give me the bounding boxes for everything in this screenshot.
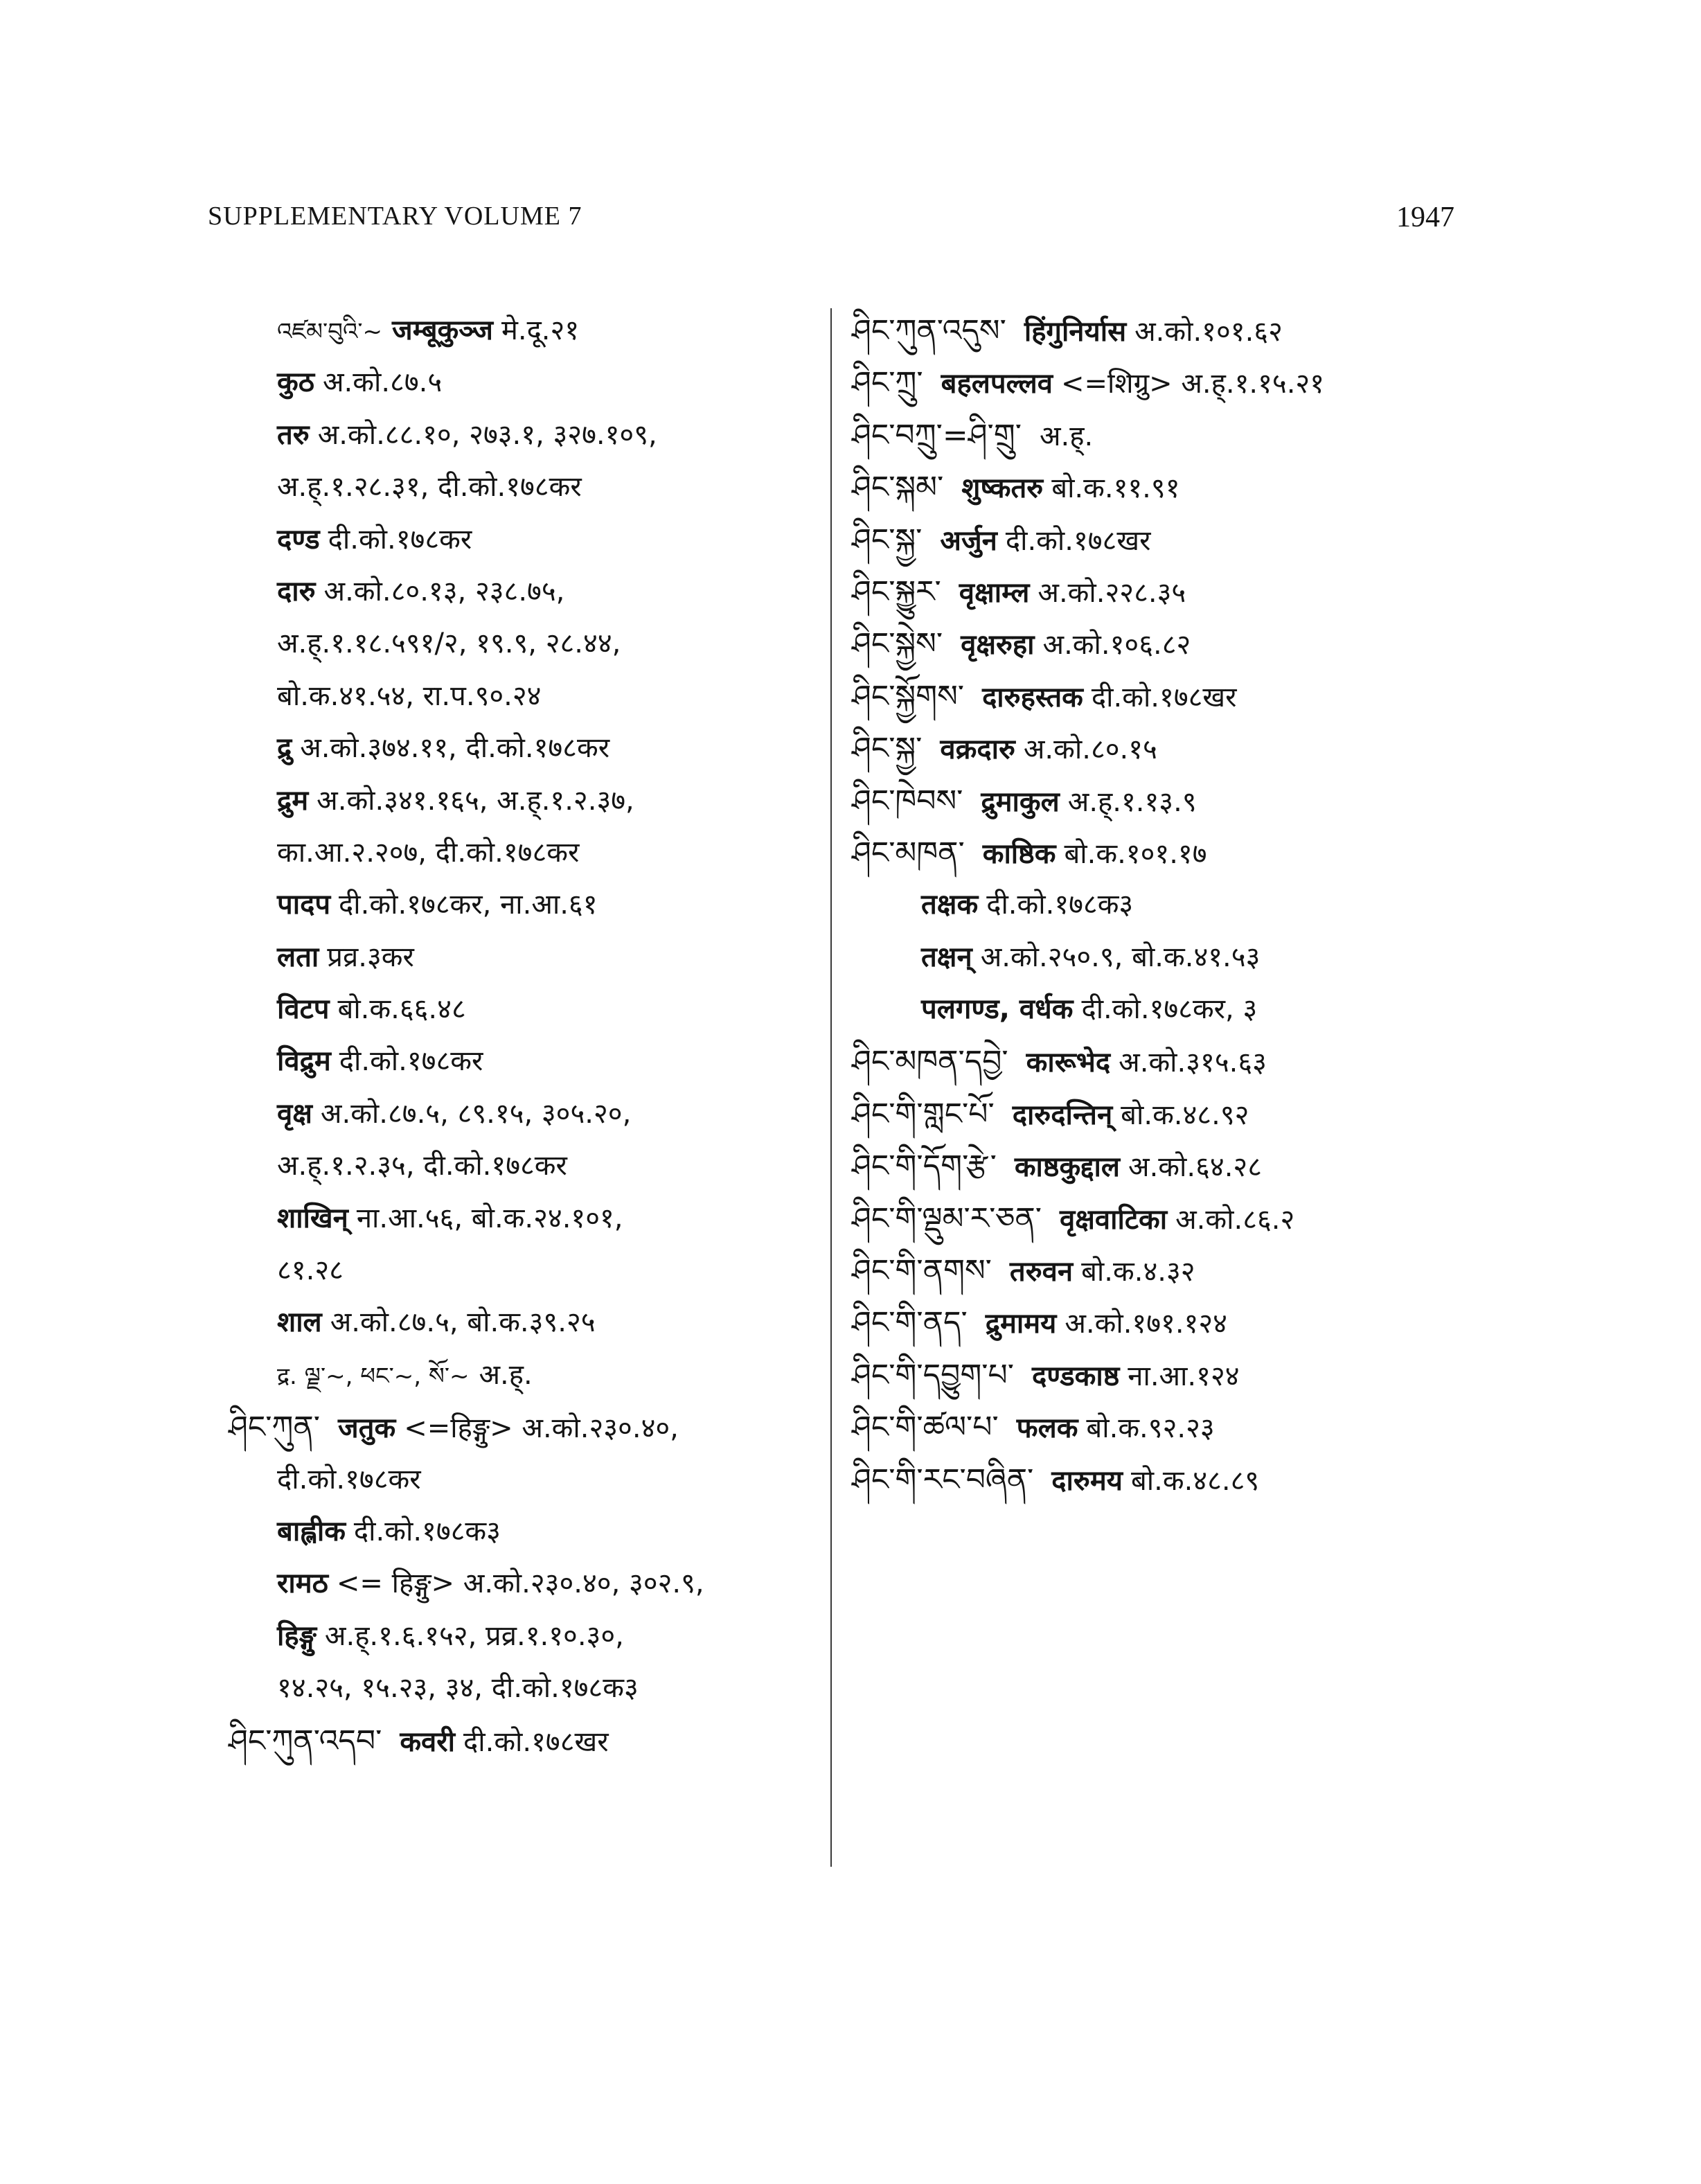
reference: दी.को.१७८खर	[1005, 524, 1151, 557]
reference: अ.ह्.१.१३.९	[1067, 785, 1197, 818]
reference: अ.को.६४.२८	[1128, 1151, 1263, 1184]
sanskrit-headword: वृक्ष	[277, 1097, 312, 1130]
reference: दी.को.१७८कर, ३	[1081, 993, 1258, 1026]
entry-line	[229, 1558, 810, 1610]
tibetan-term: ཤིང་གི་དབྱུག་པ་	[852, 1357, 1014, 1393]
sanskrit-headword: हिंगुनिर्यास	[1024, 316, 1127, 348]
entry-line	[852, 409, 1461, 461]
reference: दी.को.१७८कर	[328, 523, 472, 556]
entry-line	[852, 722, 1461, 774]
entry-line	[852, 775, 1461, 827]
entry-line	[229, 1610, 810, 1662]
entry-line	[229, 1349, 810, 1401]
sanskrit-headword: पादप	[277, 889, 331, 921]
sanskrit-headword: द्रुम	[277, 784, 309, 817]
entry-line	[229, 1297, 810, 1349]
sanskrit-headword: द्रुमामय	[985, 1308, 1057, 1340]
entry-line	[229, 671, 810, 722]
entry-line	[229, 461, 810, 513]
sanskrit-headword: जम्बूकुञ्ज	[392, 314, 493, 346]
entry-line	[229, 879, 810, 931]
sanskrit-headword: पलगण्ड, वर्धक	[921, 993, 1074, 1026]
entry-line	[852, 357, 1461, 409]
reference: अ.को.३४१.१६५, अ.ह्.१.२.३७,	[317, 784, 634, 817]
reference: ना.आ.१२४	[1128, 1360, 1240, 1392]
reference: दी.को.१७८क३	[353, 1515, 501, 1547]
tibetan-term: ཤིང་སྐྱོགས་	[852, 678, 965, 714]
tibetan-term: ཤིང་སྐྱེས་	[852, 626, 943, 662]
tibetan-term: ཤིང་གི་དོག་རྩེ་	[852, 1148, 997, 1184]
reference: अ.ह्.१.२.३५, दी.को.१७८कर	[277, 1150, 567, 1182]
entry-line	[852, 984, 1461, 1036]
sanskrit-headword: दारु	[277, 575, 316, 607]
reference: अ.को.३१५.६३	[1119, 1047, 1267, 1079]
entry-line	[852, 1245, 1461, 1297]
reference: अ.को.८८.१०, २७३.१, ३२७.१०९,	[317, 418, 657, 451]
entry-line	[852, 514, 1461, 566]
entry-line	[229, 1193, 810, 1245]
reference: दी.को.१७८क३	[986, 889, 1134, 921]
tibetan-term: ཤིང་གི་ཚལ་པ་	[852, 1410, 999, 1446]
left-column	[229, 305, 810, 1767]
reference: दी.को.१७८कर	[339, 1045, 483, 1078]
entry-line	[852, 879, 1461, 931]
tibetan-term: འཛམ་བུའི་~	[277, 318, 383, 346]
sanskrit-headword: दारुहस्तक	[982, 681, 1083, 713]
reference: <=शिग्रु> अ.ह्.१.१५.२१	[1060, 368, 1325, 400]
reference: अ.को.८७.५, बो.क.३९.२५	[330, 1306, 596, 1339]
sanskrit-headword: विटप	[277, 993, 330, 1026]
reference: बो.क.९२.२३	[1086, 1412, 1215, 1445]
reference: का.आ.२.२०७, दी.को.१७८कर	[277, 836, 580, 869]
sanskrit-headword: द्रु	[277, 732, 292, 765]
tibetan-term: ཤིང་གི་རང་བཞིན་	[852, 1462, 1034, 1498]
entry-line	[852, 566, 1461, 618]
reference: अ.को.८०.१५	[1023, 734, 1157, 766]
tibetan-term: ཤིང་ཀུན་	[229, 1410, 320, 1446]
reference: अ.को.८६.२	[1175, 1203, 1295, 1236]
reference: दी.को.१७८खर	[1091, 681, 1237, 713]
tibetan-term: ཤིང་མཁན་	[852, 835, 965, 871]
tibetan-term: द्र. ལྗ་~, ཕང་~, སོ་~	[277, 1362, 470, 1390]
sanskrit-headword: कवरी	[400, 1725, 456, 1758]
tibetan-term: ཤིང་སྐྱ་	[852, 731, 923, 767]
reference: बो.क.४१.५४, रा.प.९०.२४	[277, 680, 542, 712]
sanskrit-headword: लता	[277, 941, 319, 973]
tibetan-term: ཤིང་ཀུན་འདུས་	[852, 313, 1006, 348]
page-number: 1947	[1396, 202, 1454, 233]
reference: अ.ह्.	[479, 1358, 533, 1391]
entry-line	[852, 461, 1461, 513]
sanskrit-headword: वृक्षवाटिका	[1060, 1203, 1168, 1236]
reference: अ.को.१७१.१२४	[1065, 1308, 1227, 1340]
reference: दी.को.१७८कर	[277, 1463, 421, 1495]
entry-line	[229, 618, 810, 670]
entry-line	[852, 618, 1461, 670]
sanskrit-headword: कारूभेद	[1026, 1047, 1111, 1079]
entry-line	[229, 1140, 810, 1192]
sanskrit-headword: जतुक	[338, 1412, 396, 1445]
entry-line	[229, 827, 810, 879]
sanskrit-headword: तरुवन	[1009, 1256, 1074, 1288]
sanskrit-headword: कुठ	[277, 366, 314, 399]
entry-line	[229, 1454, 810, 1506]
sanskrit-headword: बहलपल्लव	[941, 368, 1053, 400]
entry-line	[229, 1088, 810, 1140]
running-title: SUPPLEMENTARY VOLUME 7	[208, 202, 582, 231]
reference: बो.क.४.३२	[1081, 1256, 1195, 1288]
sanskrit-headword: दण्डकाष्ठ	[1032, 1360, 1120, 1392]
sanskrit-headword: अर्जुन	[940, 524, 997, 557]
reference: अ.ह्.१.१८.५९१/२, १९.९, २८.४४,	[277, 628, 621, 660]
sanskrit-headword: वृक्षरुहा	[961, 629, 1035, 662]
sanskrit-headword: तक्षन्	[921, 941, 972, 973]
sanskrit-headword: वक्रदारु	[940, 734, 1015, 766]
tibetan-term: ཤིང་སྐྱ་	[852, 522, 923, 558]
reference: बो.क.६६.४८	[337, 993, 466, 1026]
reference: बो.क.११.९१	[1051, 472, 1180, 505]
entry-line	[229, 932, 810, 984]
entry-line	[229, 984, 810, 1036]
entry-line	[852, 1193, 1461, 1245]
reference: अ.ह्.१.२८.३१, दी.को.१७८कर	[277, 471, 582, 504]
sanskrit-headword: द्रुमाकुल	[981, 785, 1060, 818]
entry-line	[229, 566, 810, 618]
reference: अ.को.१०१.६२	[1134, 316, 1283, 348]
page-header	[208, 201, 1454, 242]
sanskrit-headword: तक्षक	[921, 889, 979, 921]
reference: अ.को.२५०.९, बो.क.४१.५३	[980, 941, 1261, 973]
reference: ना.आ.५६, बो.क.२४.१०१,	[356, 1202, 623, 1234]
reference: १४.२५, १५.२३, ३४, दी.को.१७८क३	[277, 1672, 639, 1705]
sanskrit-headword: तरु	[277, 418, 310, 451]
sanskrit-headword: दण्ड	[277, 523, 320, 556]
tibetan-term: ཤིང་གི་ནགས་	[852, 1253, 992, 1289]
sanskrit-headword: शाल	[277, 1306, 322, 1339]
tibetan-term: ཤིང་བཀྲུ་=ཤི་གྲུ་	[852, 417, 1022, 453]
reference: दी.को.१७८खर	[463, 1725, 609, 1758]
tibetan-term: ཤིང་ཁེབས་	[852, 783, 963, 819]
reference: बो.क.४८.९२	[1121, 1099, 1249, 1131]
entry-line	[229, 722, 810, 774]
sanskrit-headword: शुष्कतरु	[961, 472, 1044, 505]
tibetan-term: ཤིང་སྐྱུར་	[852, 574, 941, 610]
entry-line	[229, 1715, 810, 1767]
column-divider	[830, 308, 832, 1867]
entry-line	[852, 1454, 1461, 1506]
reference: अ.ह्.१.६.१५२, प्रव्र.१.१०.३०,	[324, 1619, 624, 1652]
reference: अ.ह्.	[1040, 420, 1094, 452]
reference: अ.को.८७.५	[322, 366, 443, 399]
entry-line	[852, 932, 1461, 984]
reference: <= हिङ्गु> अ.को.२३०.४०, ३०२.९,	[336, 1568, 704, 1600]
entry-line	[229, 305, 810, 357]
entry-line	[229, 357, 810, 409]
tibetan-term: ཤིང་མཁན་དབྱེ་	[852, 1044, 1008, 1080]
right-column	[852, 305, 1461, 1506]
reference: अ.को.८७.५, ८९.१५, ३०५.२०,	[320, 1097, 632, 1130]
sanskrit-headword: रामठ	[277, 1568, 328, 1600]
reference: बो.क.४८.८९	[1130, 1464, 1260, 1497]
tibetan-term: ཤིང་ཀྲུ་	[852, 365, 923, 401]
sanskrit-headword: फलक	[1016, 1412, 1078, 1445]
sanskrit-headword: बाह्लीक	[277, 1515, 346, 1547]
sanskrit-headword: विद्रुम	[277, 1045, 331, 1078]
sanskrit-headword: वृक्षाम्ल	[959, 576, 1030, 609]
entry-line	[229, 1506, 810, 1558]
entry-line	[229, 1401, 810, 1453]
tibetan-term: ཤིང་གི་གླང་པོ་	[852, 1096, 995, 1132]
reference: अ.को.२२८.३५	[1037, 576, 1186, 609]
reference: अ.को.१०६.८२	[1042, 629, 1191, 662]
tibetan-term: ཤིང་གི་ནད་	[852, 1305, 968, 1341]
sanskrit-headword: हिङ्गु	[277, 1619, 317, 1652]
reference: ८१.२८	[277, 1254, 344, 1287]
reference: दी.को.१७८कर, ना.आ.६१	[339, 889, 598, 921]
reference: मे.दू.२१	[501, 314, 580, 346]
tibetan-term: ཤིང་ཀུན་འདབ་	[229, 1723, 382, 1759]
sanskrit-headword: दारुदन्तिन्	[1012, 1099, 1113, 1131]
entry-line	[852, 305, 1461, 357]
reference: अ.को.३७४.११, दी.को.१७८कर	[300, 732, 610, 765]
entry-line	[229, 1245, 810, 1297]
entry-line	[229, 775, 810, 827]
entry-line	[852, 1401, 1461, 1453]
sanskrit-headword: काष्ठकुद्दाल	[1014, 1151, 1121, 1184]
entry-line	[852, 1297, 1461, 1349]
tibetan-term: ཤིང་གི་ལྡུམ་ར་ཅན་	[852, 1200, 1042, 1236]
sanskrit-headword: शाखिन्	[277, 1202, 348, 1234]
entry-line	[852, 1036, 1461, 1087]
entry-line	[229, 409, 810, 461]
sanskrit-headword: दारुमय	[1051, 1464, 1123, 1497]
entry-line	[852, 827, 1461, 879]
entry-line	[852, 1140, 1461, 1192]
entry-line	[229, 514, 810, 566]
entry-line	[229, 1662, 810, 1714]
sanskrit-headword: काष्ठिक	[982, 837, 1056, 870]
tibetan-term: ཤིང་སྐམ་	[852, 470, 944, 506]
reference: बो.क.१०१.१७	[1064, 837, 1207, 870]
reference: <=हिङ्गु> अ.को.२३०.४०,	[404, 1412, 679, 1445]
entry-line	[852, 1088, 1461, 1140]
reference: प्रव्र.३कर	[327, 941, 414, 973]
entry-line	[852, 671, 1461, 722]
entry-line	[229, 1036, 810, 1087]
entry-line	[852, 1349, 1461, 1401]
reference: अ.को.८०.१३, २३८.७५,	[323, 575, 565, 607]
